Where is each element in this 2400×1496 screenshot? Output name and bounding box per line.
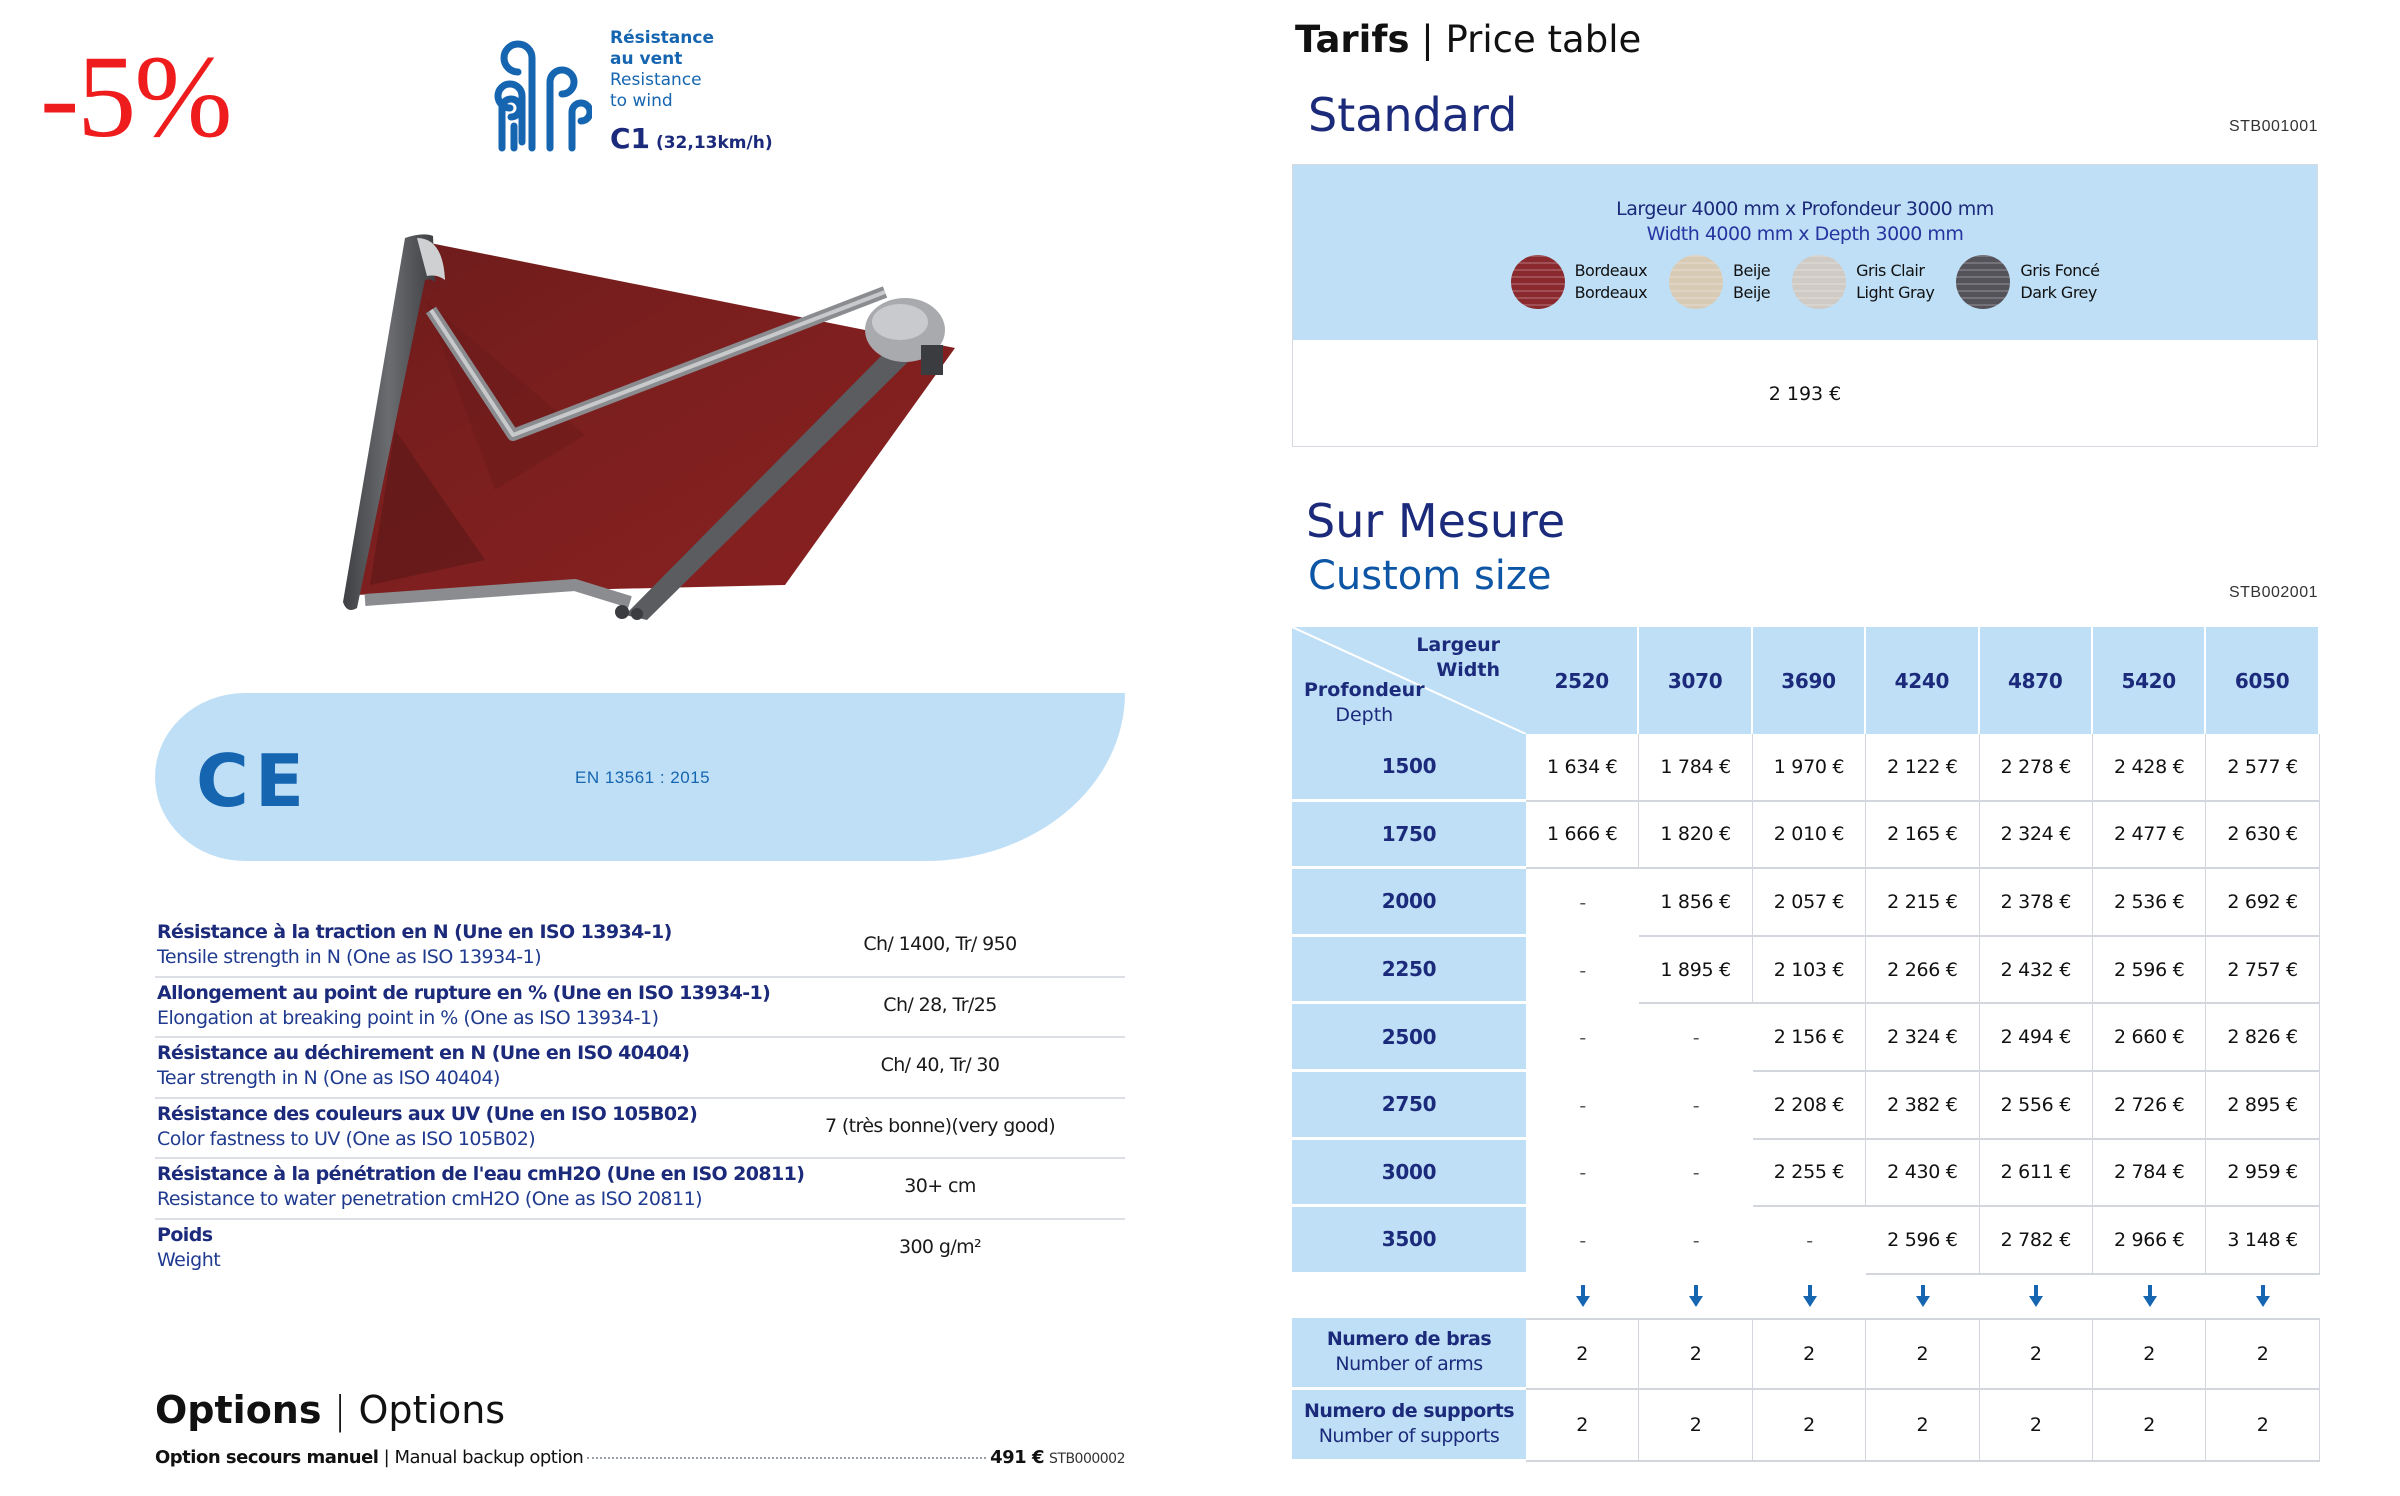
price-cell[interactable]: 2 895 €	[2206, 1072, 2319, 1140]
depth-label-en: Depth	[1335, 704, 1394, 726]
standard-dims-en: Width 4000 mm x Depth 3000 mm	[1646, 223, 1964, 245]
price-cell-unavailable: -	[1526, 869, 1639, 937]
swatch-label-en: Light Gray	[1856, 283, 1935, 302]
depth-row-header: 3500	[1292, 1207, 1526, 1275]
standard-dims-fr: Largeur 4000 mm x Profondeur 3000 mm	[1616, 198, 1994, 220]
spec-row	[155, 1220, 1125, 1281]
option-label-fr: Option secours manuel	[155, 1447, 379, 1468]
spec-label-en: Color fastness to UV (One as ISO 105B02)	[157, 1127, 536, 1150]
arms-count-cell: 2	[1639, 1318, 1752, 1390]
arms-row-header	[1292, 1318, 1526, 1390]
price-cell[interactable]: 2 432 €	[1980, 937, 2093, 1005]
swatch-light-gray[interactable]	[1792, 255, 1934, 309]
wind-resistance-label	[610, 28, 773, 155]
swatch-label-fr: Gris Clair	[1856, 261, 1925, 280]
spec-value: Ch/ 28, Tr/25	[883, 993, 997, 1016]
price-cell[interactable]: 2 692 €	[2206, 869, 2319, 937]
price-cell-unavailable: -	[1639, 1207, 1752, 1275]
depth-row-header: 1500	[1292, 734, 1526, 802]
price-cell[interactable]: 2 757 €	[2206, 937, 2319, 1005]
price-cell[interactable]: 2 208 €	[1753, 1072, 1866, 1140]
price-cell[interactable]: 1 856 €	[1639, 869, 1752, 937]
price-cell[interactable]: 2 378 €	[1980, 869, 2093, 937]
wind-class-code: C1	[610, 122, 651, 155]
price-cell[interactable]: 2 596 €	[1866, 1207, 1979, 1275]
spec-label-en: Resistance to water penetration cmH2O (One as ISO 20811)	[157, 1188, 703, 1210]
ce-norm-label: EN 13561 : 2015	[575, 768, 711, 787]
supports-count-cell: 2	[2093, 1390, 2206, 1462]
spec-row	[155, 1038, 1125, 1099]
swatch-label-en: Beije	[1733, 283, 1771, 302]
spec-label-en: Elongation at breaking point in % (One as ISO 13934-1)	[157, 1006, 659, 1029]
custom-heading-en: Custom size	[1308, 553, 1552, 599]
price-cell[interactable]: 1 970 €	[1753, 734, 1866, 802]
standard-heading: Standard	[1308, 88, 1518, 142]
supports-count-cell: 2	[1639, 1390, 1752, 1462]
supports-count-cell: 2	[1866, 1390, 1979, 1462]
arrow-down-icon	[2029, 1285, 2043, 1307]
price-cell[interactable]: 2 966 €	[2093, 1207, 2206, 1275]
depth-row-header: 2000	[1292, 869, 1526, 937]
price-cell[interactable]: 2 660 €	[2093, 1004, 2206, 1072]
price-cell[interactable]: 2 382 €	[1866, 1072, 1979, 1140]
price-cell[interactable]: 2 266 €	[1866, 937, 1979, 1005]
swatch-beige[interactable]	[1669, 255, 1770, 309]
price-cell[interactable]: 1 895 €	[1639, 937, 1752, 1005]
price-table-heading	[1295, 18, 1641, 61]
supports-count-cell: 2	[1753, 1390, 1866, 1462]
price-cell[interactable]: 2 577 €	[2206, 734, 2319, 802]
option-price: 491 €	[990, 1447, 1044, 1468]
width-column-header: 6050	[2206, 627, 2319, 734]
price-cell[interactable]: 2 255 €	[1753, 1140, 1866, 1208]
supports-row-header	[1292, 1390, 1526, 1462]
spec-row	[155, 1099, 1125, 1160]
color-swatch-icon	[1669, 255, 1723, 309]
width-column-header: 3070	[1639, 627, 1752, 734]
price-cell[interactable]: 1 634 €	[1526, 734, 1639, 802]
price-cell[interactable]: 2 165 €	[1866, 802, 1979, 870]
wind-title-fr-2: au vent	[610, 49, 683, 69]
price-cell[interactable]: 2 784 €	[2093, 1140, 2206, 1208]
price-cell[interactable]: 2 057 €	[1753, 869, 1866, 937]
arrow-down-icon	[2143, 1285, 2157, 1307]
price-cell[interactable]: 2 596 €	[2093, 937, 2206, 1005]
width-label-en: Width	[1436, 659, 1500, 681]
price-cell-unavailable: -	[1753, 1207, 1866, 1275]
arrow-down-icon	[1689, 1285, 1703, 1307]
options-title-separator: |	[321, 1388, 359, 1432]
price-cell[interactable]: 2 278 €	[1980, 734, 2093, 802]
price-cell-unavailable: -	[1526, 937, 1639, 1005]
spec-value: Ch/ 40, Tr/ 30	[880, 1054, 1000, 1076]
depth-row-header: 1750	[1292, 802, 1526, 870]
option-code: STB000002	[1049, 1451, 1125, 1467]
spec-label-en: Tear strength in N (One as ISO 40404)	[157, 1067, 500, 1089]
swatch-label-en: Bordeaux	[1574, 283, 1648, 302]
awning-product-image	[255, 230, 1025, 620]
price-cell[interactable]: 2 630 €	[2206, 802, 2319, 870]
options-title-fr: Options	[155, 1388, 322, 1432]
color-swatch-icon	[1956, 255, 2010, 309]
arms-label-en: Number of arms	[1335, 1353, 1483, 1376]
spec-label-fr: Résistance au déchirement en N (Une en ISO 40404)	[157, 1042, 690, 1064]
standard-config-panel	[1293, 165, 2317, 340]
supports-count-cell: 2	[2206, 1390, 2319, 1462]
color-swatch-icon	[1511, 255, 1565, 309]
price-cell[interactable]: 2 726 €	[2093, 1072, 2206, 1140]
tarifs-separator: |	[1409, 18, 1446, 61]
price-cell[interactable]: 2 826 €	[2206, 1004, 2319, 1072]
wind-title-en-1: Resistance	[610, 70, 702, 90]
arms-count-cell: 2	[2206, 1318, 2319, 1390]
spec-row	[155, 978, 1125, 1039]
price-cell[interactable]: 3 148 €	[2206, 1207, 2319, 1275]
width-column-header: 4240	[1866, 627, 1979, 734]
spec-label-fr: Résistance à la traction en N (Une en ISO 13934-1)	[157, 921, 672, 943]
standard-price: 2 193 €	[1768, 383, 1842, 405]
depth-axis-label	[1304, 678, 1425, 728]
width-column-header: 5420	[2093, 627, 2206, 734]
swatch-bordeaux[interactable]	[1511, 255, 1647, 309]
supports-count-cell: 2	[1980, 1390, 2093, 1462]
price-cell[interactable]: 1 820 €	[1639, 802, 1752, 870]
price-cell[interactable]: 2 611 €	[1980, 1140, 2093, 1208]
spec-label-en: Weight	[157, 1248, 221, 1271]
price-cell[interactable]: 2 324 €	[1980, 802, 2093, 870]
price-cell-unavailable: -	[1639, 1072, 1752, 1140]
arrow-down-icon	[1803, 1285, 1817, 1307]
depth-row-header: 2250	[1292, 937, 1526, 1005]
price-cell[interactable]: 1 784 €	[1639, 734, 1752, 802]
spec-value: 300 g/m²	[898, 1235, 982, 1258]
grid-corner-header	[1292, 627, 1526, 734]
price-cell-unavailable: -	[1639, 1004, 1752, 1072]
spec-value: 7 (très bonne)(very good)	[824, 1114, 1056, 1137]
price-cell[interactable]: 2 428 €	[2093, 734, 2206, 802]
wind-title-fr-1: Résistance	[610, 28, 714, 48]
price-cell[interactable]: 2 477 €	[2093, 802, 2206, 870]
option-item-manual-backup[interactable]	[155, 1447, 1125, 1473]
swatch-label-fr: Gris Foncé	[2020, 261, 2100, 280]
spec-label-fr: Résistance des couleurs aux UV (Une en ISO 105B02)	[157, 1102, 698, 1125]
spec-value: Ch/ 1400, Tr/ 950	[863, 933, 1017, 955]
wind-class-speed: (32,13km/h)	[655, 133, 773, 153]
price-cell[interactable]: 1 666 €	[1526, 802, 1639, 870]
depth-row-header: 2750	[1292, 1072, 1526, 1140]
depth-row-header: 2500	[1292, 1004, 1526, 1072]
arms-count-cell: 2	[1753, 1318, 1866, 1390]
price-cell[interactable]: 2 156 €	[1753, 1004, 1866, 1072]
price-cell-unavailable: -	[1526, 1207, 1639, 1275]
arrow-down-icon	[1576, 1285, 1590, 1307]
price-cell[interactable]: 2 782 €	[1980, 1207, 2093, 1275]
depth-row-header: 3000	[1292, 1140, 1526, 1208]
wind-class	[610, 122, 773, 155]
price-cell[interactable]: 2 010 €	[1753, 802, 1866, 870]
color-swatch-icon	[1792, 255, 1846, 309]
spec-row	[155, 1159, 1125, 1220]
price-cell[interactable]: 2 215 €	[1866, 869, 1979, 937]
arms-count-cell: 2	[1526, 1318, 1639, 1390]
wind-title-en-2: to wind	[610, 91, 673, 111]
price-cell[interactable]: 2 556 €	[1980, 1072, 2093, 1140]
swatch-label-en: Dark Grey	[2020, 283, 2097, 302]
price-cell[interactable]: 2 122 €	[1866, 734, 1979, 802]
custom-code: STB002001	[2228, 584, 2318, 601]
price-cell[interactable]: 2 324 €	[1866, 1004, 1979, 1072]
depth-label-fr: Profondeur	[1304, 679, 1425, 701]
arms-count-cell: 2	[1980, 1318, 2093, 1390]
swatch-dark-grey[interactable]	[1956, 255, 2099, 309]
price-cell[interactable]: 2 536 €	[2093, 869, 2206, 937]
width-column-header: 3690	[1753, 627, 1866, 734]
price-cell-unavailable: -	[1639, 1140, 1752, 1208]
ce-mark-icon: CE	[196, 739, 311, 823]
arrow-down-icon	[2256, 1285, 2270, 1307]
standard-price-box	[1292, 164, 2318, 447]
arrow-down-icon	[1916, 1285, 1930, 1307]
arms-label-fr: Numero de bras	[1326, 1328, 1492, 1351]
spec-label-fr: Allongement au point de rupture en % (Une en ISO 13934-1)	[157, 981, 771, 1004]
price-cell[interactable]: 2 103 €	[1753, 937, 1866, 1005]
spec-label-fr: Poids	[157, 1223, 213, 1246]
custom-heading-fr: Sur Mesure	[1306, 494, 1566, 548]
option-label-en: | Manual backup option	[378, 1447, 584, 1468]
tarifs-title-fr: Tarifs	[1295, 18, 1410, 61]
supports-label-fr: Numero de supports	[1303, 1400, 1515, 1423]
standard-code: STB001001	[2228, 118, 2318, 135]
spec-label-en: Tensile strength in N (One as ISO 13934-1)	[157, 946, 542, 968]
price-cell[interactable]: 2 494 €	[1980, 1004, 2093, 1072]
spec-value: 30+ cm	[904, 1175, 976, 1197]
swatch-label-fr: Bordeaux	[1574, 261, 1648, 280]
tarifs-title-en: Price table	[1445, 18, 1642, 61]
spec-label-fr: Résistance à la pénétration de l'eau cmH2O (Une en ISO 20811)	[157, 1163, 805, 1185]
supports-label-en: Number of supports	[1318, 1425, 1500, 1448]
wind-resistance-icon	[492, 30, 592, 152]
dot-leader	[587, 1457, 986, 1459]
arms-count-cell: 2	[2093, 1318, 2206, 1390]
spec-row	[155, 917, 1125, 978]
width-label-fr: Largeur	[1416, 634, 1500, 656]
width-column-header: 2520	[1526, 627, 1639, 734]
width-column-header: 4870	[1980, 627, 2093, 734]
price-cell-unavailable: -	[1526, 1072, 1639, 1140]
width-axis-label	[1416, 633, 1500, 683]
price-cell-unavailable: -	[1526, 1004, 1639, 1072]
arms-count-cell: 2	[1866, 1318, 1979, 1390]
options-title-en: Options	[358, 1388, 506, 1432]
supports-count-cell: 2	[1526, 1390, 1639, 1462]
discount-badge: -5%	[40, 31, 231, 162]
price-cell[interactable]: 2 959 €	[2206, 1140, 2319, 1208]
price-cell[interactable]: 2 430 €	[1866, 1140, 1979, 1208]
options-heading	[155, 1388, 505, 1432]
price-cell-unavailable: -	[1526, 1140, 1639, 1208]
swatch-label-fr: Beije	[1733, 261, 1771, 280]
option-label	[155, 1447, 583, 1468]
fabric-specs-table	[155, 917, 1125, 1280]
color-swatches	[1293, 255, 2317, 309]
